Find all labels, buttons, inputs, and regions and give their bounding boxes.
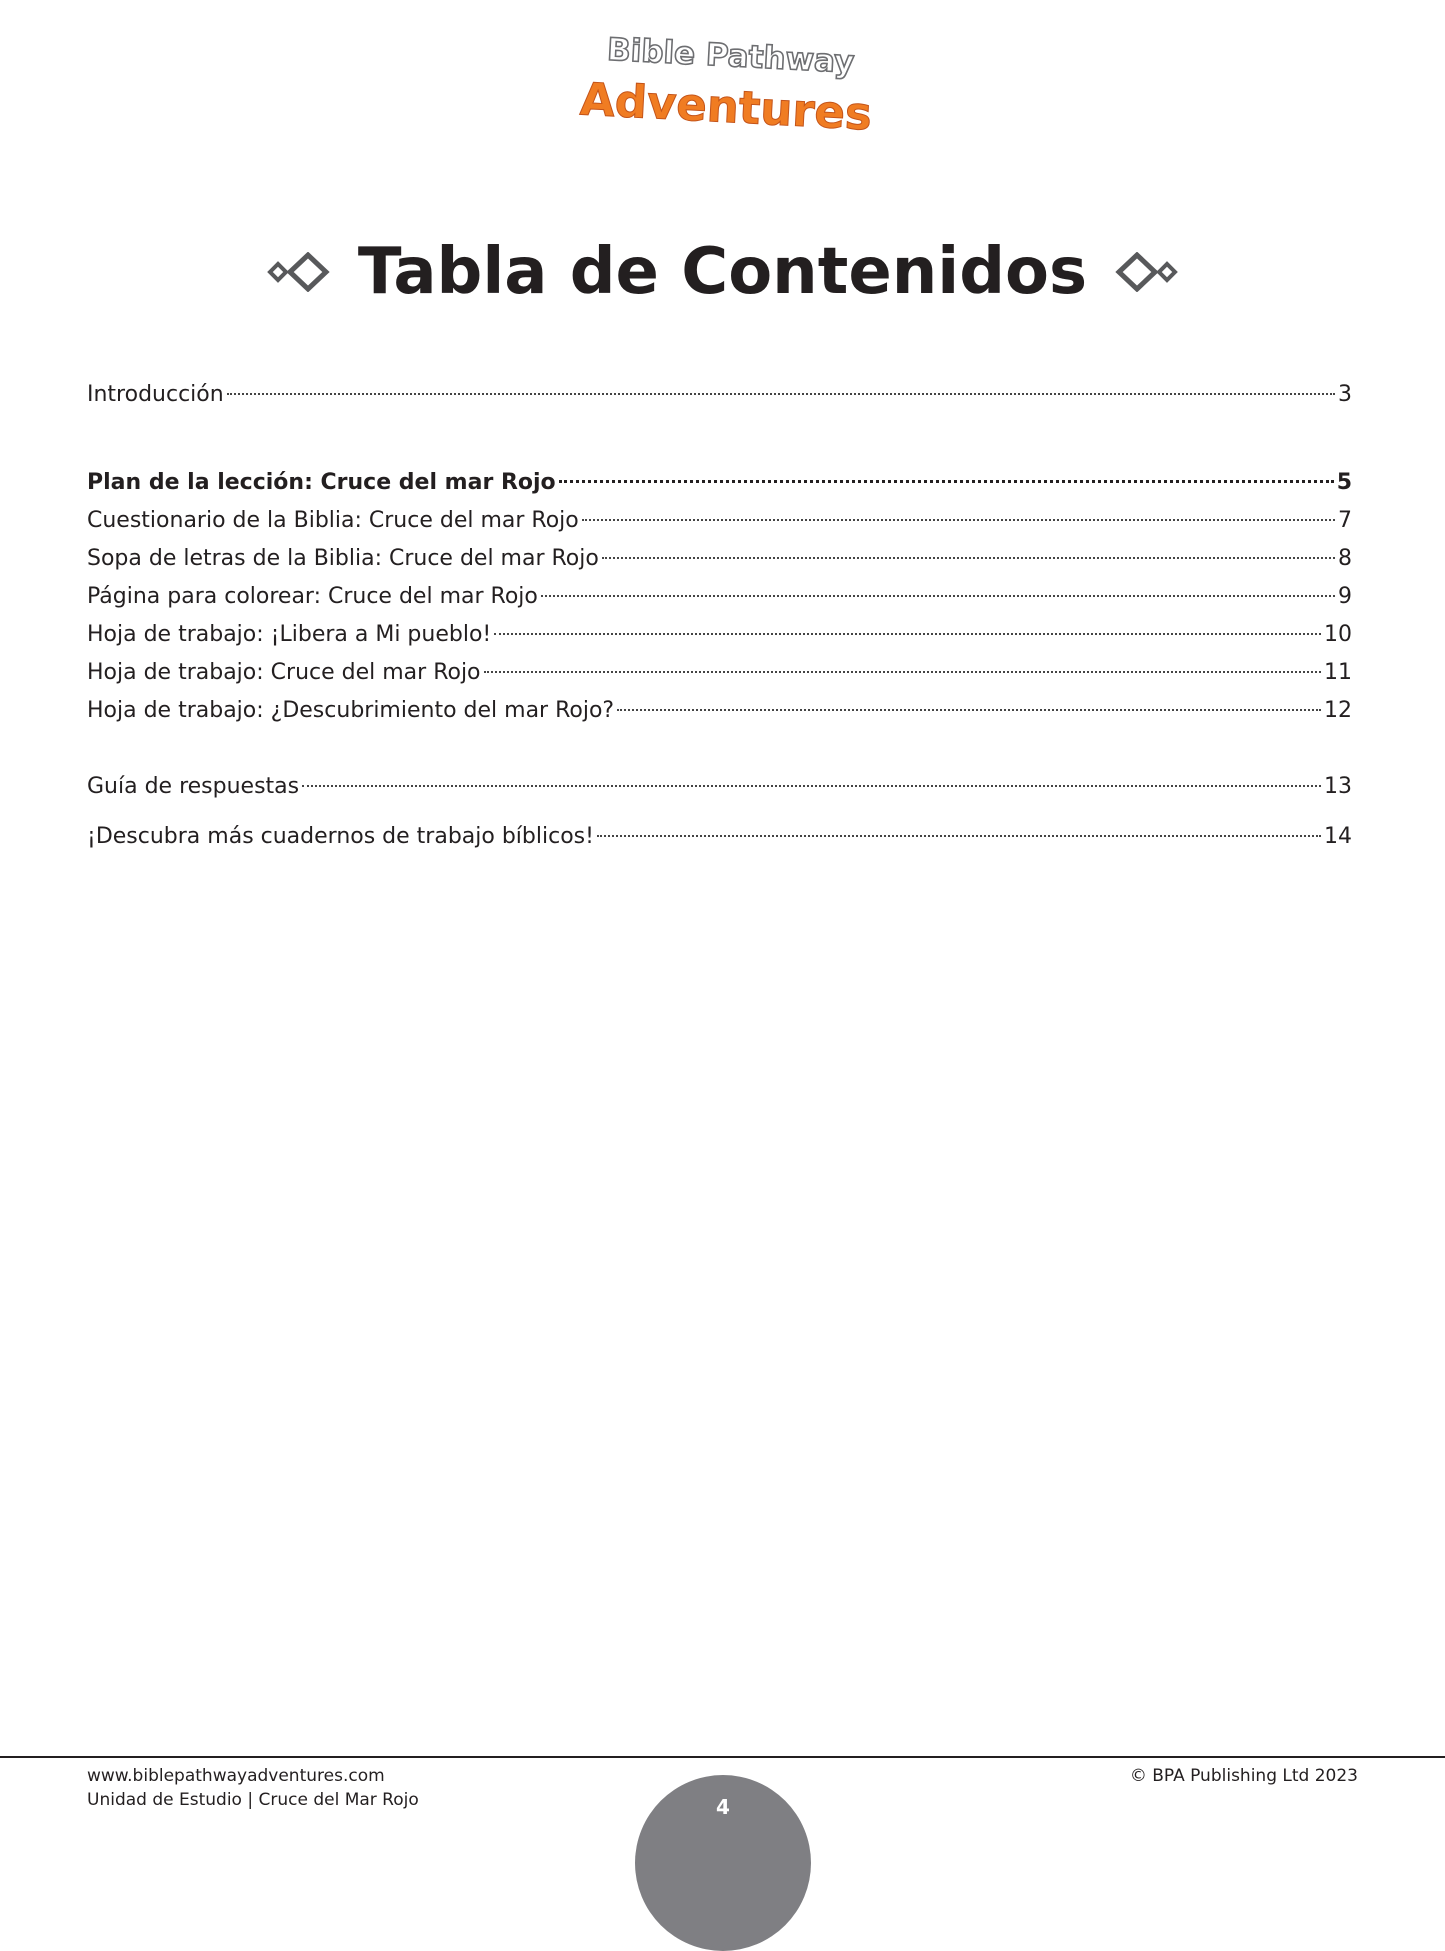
- diamond-ornament-left-icon: [266, 252, 336, 292]
- page-title: Tabla de Contenidos: [357, 235, 1088, 309]
- footer-divider: [0, 1756, 1445, 1758]
- toc-page-number: 11: [1324, 660, 1352, 685]
- toc-dot-leader: [227, 393, 1335, 395]
- toc-page-number: 12: [1324, 698, 1352, 723]
- logo-line-2: Adventures: [578, 72, 874, 141]
- table-of-contents: [87, 376, 1352, 856]
- toc-dot-leader: [597, 835, 1321, 837]
- toc-label: Introducción: [87, 382, 224, 407]
- toc-row: [87, 818, 1352, 856]
- toc-label: Hoja de trabajo: ¡Libera a Mi pueblo!: [87, 622, 492, 647]
- toc-dot-leader: [302, 785, 1321, 787]
- toc-row: [87, 376, 1352, 414]
- toc-row: [87, 502, 1352, 540]
- footer-website: www.biblepathwayadventures.com: [87, 1766, 385, 1786]
- toc-dot-leader: [617, 709, 1321, 711]
- toc-label: ¡Descubra más cuadernos de trabajo bíblicos!: [87, 824, 594, 849]
- toc-page-number: 3: [1338, 382, 1352, 407]
- toc-row: [87, 768, 1352, 806]
- toc-label: Cuestionario de la Biblia: Cruce del mar Rojo: [87, 508, 579, 533]
- footer-left: [87, 1764, 419, 1812]
- toc-label: Guía de respuestas: [87, 774, 300, 799]
- toc-dot-leader: [494, 633, 1321, 635]
- toc-page-number: 5: [1336, 470, 1352, 495]
- toc-label: Sopa de letras de la Biblia: Cruce del mar Rojo: [87, 546, 599, 571]
- toc-label: Página para colorear: Cruce del mar Rojo: [87, 584, 538, 609]
- toc-dot-leader: [484, 671, 1321, 673]
- toc-row: [87, 464, 1352, 502]
- toc-row: [87, 654, 1352, 692]
- toc-dot-leader: [582, 519, 1335, 521]
- toc-dot-leader: [559, 480, 1334, 483]
- toc-label: Plan de la lección: Cruce del mar Rojo: [87, 470, 556, 495]
- diamond-ornament-right-icon: [1109, 252, 1179, 292]
- toc-dot-leader: [602, 557, 1335, 559]
- toc-page-number: 9: [1338, 584, 1352, 609]
- toc-page-number: 14: [1324, 824, 1352, 849]
- toc-row: [87, 616, 1352, 654]
- toc-label: Hoja de trabajo: Cruce del mar Rojo: [87, 660, 481, 685]
- toc-row: [87, 578, 1352, 616]
- toc-dot-leader: [541, 595, 1335, 597]
- title-row: [0, 232, 1445, 312]
- footer-copyright: © BPA Publishing Ltd 2023: [1129, 1766, 1358, 1786]
- page-number: 4: [716, 1795, 730, 1819]
- toc-page-number: 10: [1324, 622, 1352, 647]
- logo-line-1: Bible Pathway: [606, 31, 856, 81]
- toc-label: Hoja de trabajo: ¿Descubrimiento del mar Rojo?: [87, 698, 615, 723]
- toc-row: [87, 540, 1352, 578]
- toc-page-number: 7: [1338, 508, 1352, 533]
- toc-row: [87, 692, 1352, 730]
- toc-page-number: 8: [1338, 546, 1352, 571]
- footer-unit: Unidad de Estudio | Cruce del Mar Rojo: [87, 1790, 419, 1810]
- logo: [575, 31, 875, 141]
- toc-page-number: 13: [1324, 774, 1352, 799]
